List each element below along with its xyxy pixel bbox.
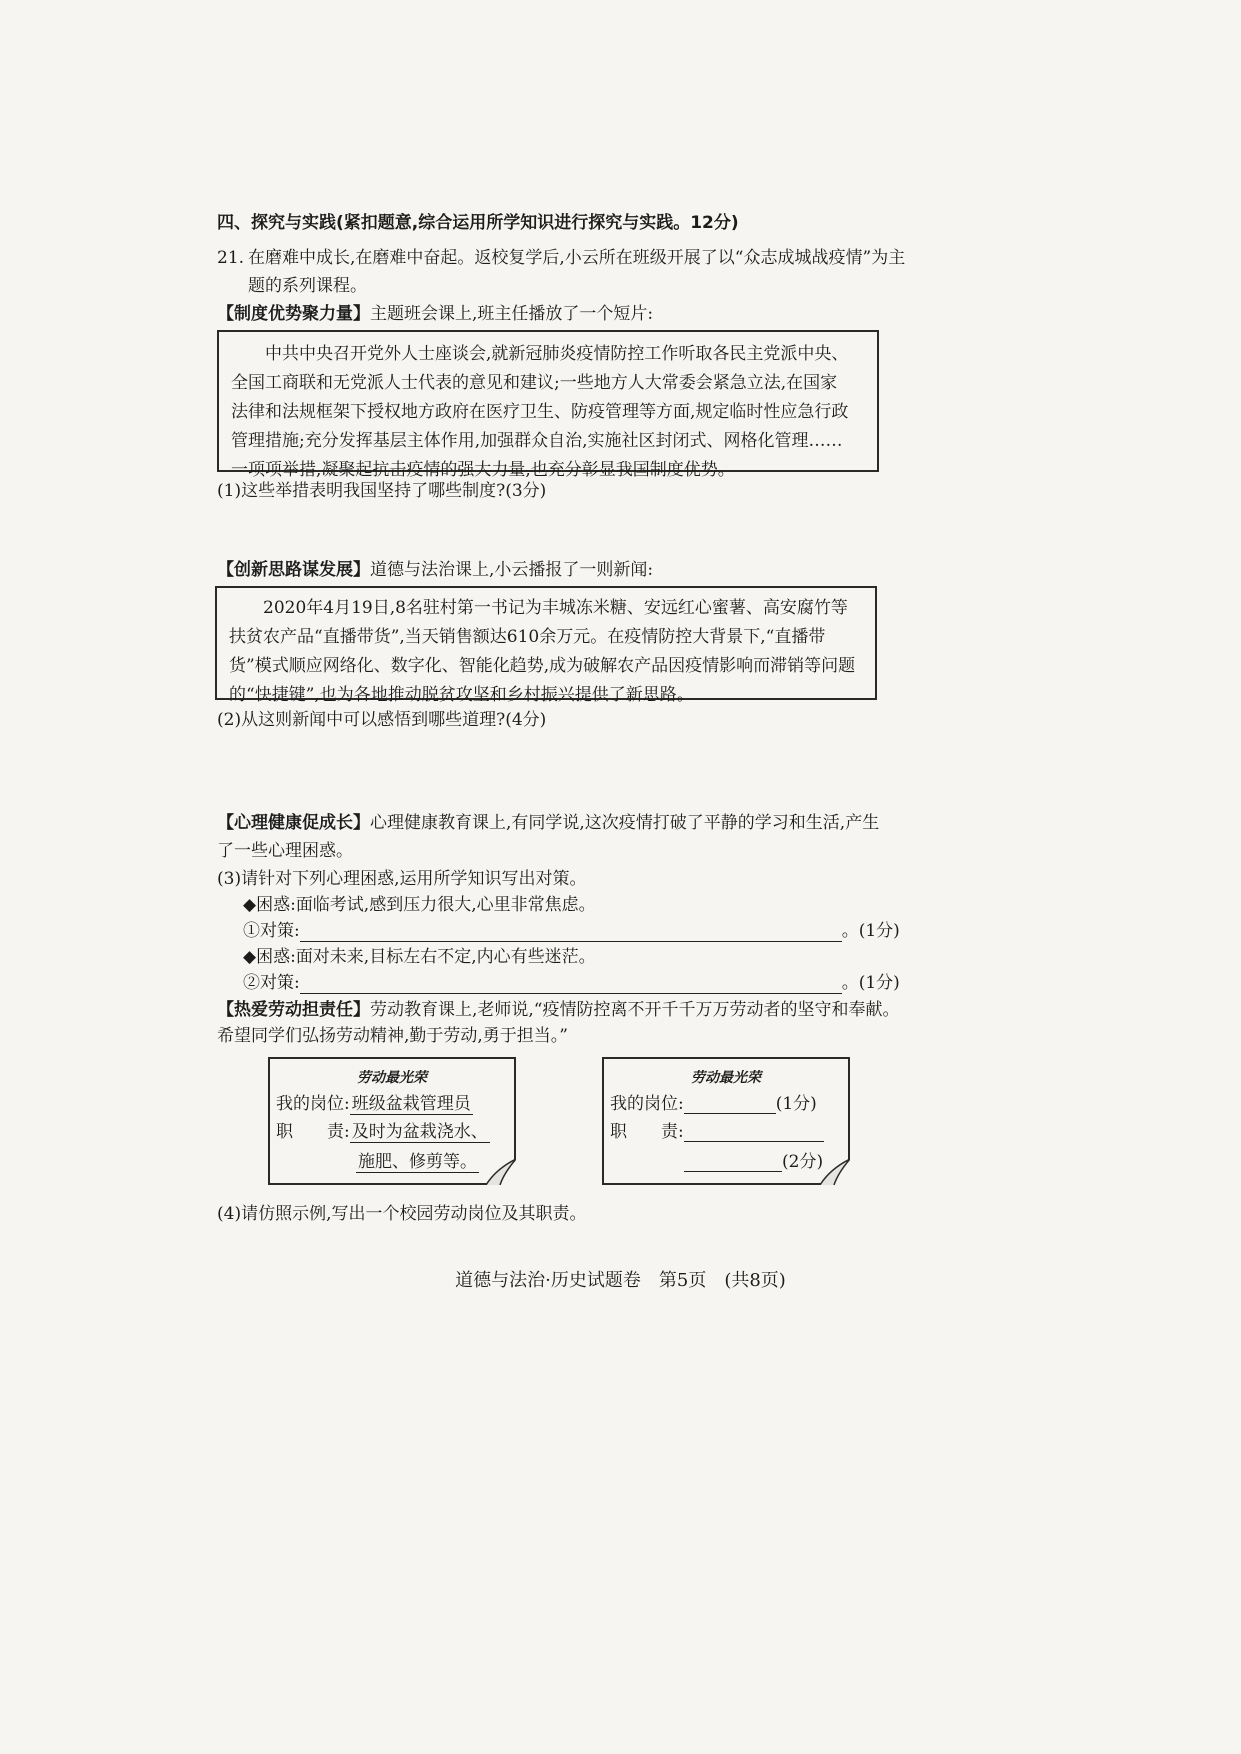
part3-intro <box>217 812 879 834</box>
example-post-value: 班级盆栽管理员 <box>351 1094 471 1114</box>
example-post-label: 我的岗位: <box>276 1094 350 1114</box>
part3-item1-text: 面临考试,感到压力很大,心里非常焦虑。 <box>295 895 596 915</box>
blank-post-label: 我的岗位: <box>610 1094 684 1114</box>
part4-intro <box>217 999 900 1021</box>
part3-item2-text: 面对未来,目标左右不定,内心有些迷茫。 <box>295 947 596 967</box>
duty-blank-line-1[interactable] <box>684 1123 824 1142</box>
part2-material-box <box>215 586 877 705</box>
part3-answer2-score: 。(1分) <box>841 973 900 993</box>
blank-labor-card <box>602 1057 850 1185</box>
section-heading: 四、探究与实践(紧扣题意,综合运用所学知识进行探究与实践。12分) <box>217 213 739 233</box>
part3-answer1-label: ①对策: <box>243 921 300 941</box>
part2-box-line: 2020年4月19日,8名驻村第一书记为丰城冻米糖、安远红心蜜薯、高安腐竹等 <box>263 598 848 618</box>
part3-item1 <box>243 894 596 916</box>
example-labor-card <box>268 1057 516 1185</box>
question-intro-line1: 在磨难中成长,在磨难中奋起。返校复学后,小云所在班级开展了以“众志成城战疫情”为主 <box>248 248 906 268</box>
part3-answer2 <box>243 972 900 994</box>
part1-tag: 【制度优势聚力量】 <box>217 304 370 324</box>
blank-card-title: 劳动最光荣 <box>691 1070 761 1086</box>
example-duty-label: 职 责: <box>276 1122 350 1142</box>
part3-lead2: 了一些心理困惑。 <box>217 841 353 861</box>
part4-lead2: 希望同学们弘扬劳动精神,勤于劳动,勇于担当。” <box>217 1026 568 1046</box>
part2-question: (2)从这则新闻中可以感悟到哪些道理?(4分) <box>217 710 547 730</box>
part3-item1-label: ◆困惑: <box>243 895 296 915</box>
part2-lead: 道德与法治课上,小云播报了一则新闻: <box>370 560 654 580</box>
part2-box-line: 的“快捷键”,也为各地推动脱贫攻坚和乡村振兴提供了新思路。 <box>229 685 694 705</box>
page-curl-icon <box>486 1159 516 1185</box>
part1-question: (1)这些举措表明我国坚持了哪些制度?(3分) <box>217 481 547 501</box>
answer2-blank-line[interactable] <box>300 975 842 994</box>
part4-question: (4)请仿照示例,写出一个校园劳动岗位及其职责。 <box>217 1204 587 1224</box>
part1-box-line: 法律和法规框架下授权地方政府在医疗卫生、防疫管理等方面,规定临时性应急行政 <box>231 402 849 422</box>
part2-box-line: 扶贫农产品“直播带货”,当天销售额达610余万元。在疫情防控大背景下,“直播带 <box>229 627 826 647</box>
part2-intro <box>217 559 653 581</box>
page-curl-icon <box>820 1159 850 1185</box>
part3-lead: 心理健康教育课上,有同学说,这次疫情打破了平静的学习和生活,产生 <box>370 813 880 833</box>
example-duty-row2 <box>356 1147 479 1172</box>
part1-box-line: 管理措施;充分发挥基层主体作用,加强群众自治,实施社区封闭式、网格化管理…… <box>231 431 843 451</box>
part1-intro <box>217 303 653 325</box>
question-number: 21. <box>217 248 245 268</box>
example-duty-row <box>276 1117 490 1142</box>
part2-box-line: 货”模式顺应网络化、数字化、智能化趋势,成为破解农产品因疫情影响而滞销等问题 <box>229 656 856 676</box>
part3-answer2-label: ②对策: <box>243 973 300 993</box>
part3-answer1-score: 。(1分) <box>841 921 900 941</box>
duty-blank-line-2[interactable] <box>684 1153 782 1172</box>
part3-tag: 【心理健康促成长】 <box>217 813 370 833</box>
part2-tag: 【创新思路谋发展】 <box>217 560 370 580</box>
blank-duty-label: 职 责: <box>610 1122 684 1142</box>
part3-item2 <box>243 946 596 968</box>
example-card-title: 劳动最光荣 <box>357 1070 427 1086</box>
answer1-blank-line[interactable] <box>300 923 842 942</box>
part4-lead: 劳动教育课上,老师说,“疫情防控离不开千千万万劳动者的坚守和奉献。 <box>370 1000 900 1020</box>
blank-post-score: (1分) <box>775 1094 817 1114</box>
part3-item2-label: ◆困惑: <box>243 947 296 967</box>
example-duty-value1: 及时为盆栽浇水、 <box>351 1122 488 1142</box>
blank-duty-row <box>610 1117 824 1142</box>
part3-question: (3)请针对下列心理困惑,运用所学知识写出对策。 <box>217 869 587 889</box>
question-intro-line2: 题的系列课程。 <box>248 276 367 296</box>
part1-box-line: 一项项举措,凝聚起抗击疫情的强大力量,也充分彰显我国制度优势。 <box>231 460 735 480</box>
page-footer: 道德与法治·历史试题卷 第5页 (共8页) <box>455 1270 786 1291</box>
blank-duty-row2 <box>684 1147 823 1172</box>
part1-box-line: 中共中央召开党外人士座谈会,就新冠肺炎疫情防控工作听取各民主党派中央、 <box>265 344 849 364</box>
blank-duty-score: (2分) <box>782 1152 824 1172</box>
example-duty-value2: 施肥、修剪等。 <box>358 1152 477 1172</box>
example-post-row <box>276 1089 473 1114</box>
part4-tag: 【热爱劳动担责任】 <box>217 1000 370 1020</box>
part3-answer1 <box>243 920 900 942</box>
blank-post-row <box>610 1089 817 1114</box>
part1-lead: 主题班会课上,班主任播放了一个短片: <box>370 304 654 324</box>
post-blank-line[interactable] <box>684 1095 776 1114</box>
part1-material-box <box>217 330 879 480</box>
part1-box-line: 全国工商联和无党派人士代表的意见和建议;一些地方人大常委会紧急立法,在国家 <box>231 373 838 393</box>
